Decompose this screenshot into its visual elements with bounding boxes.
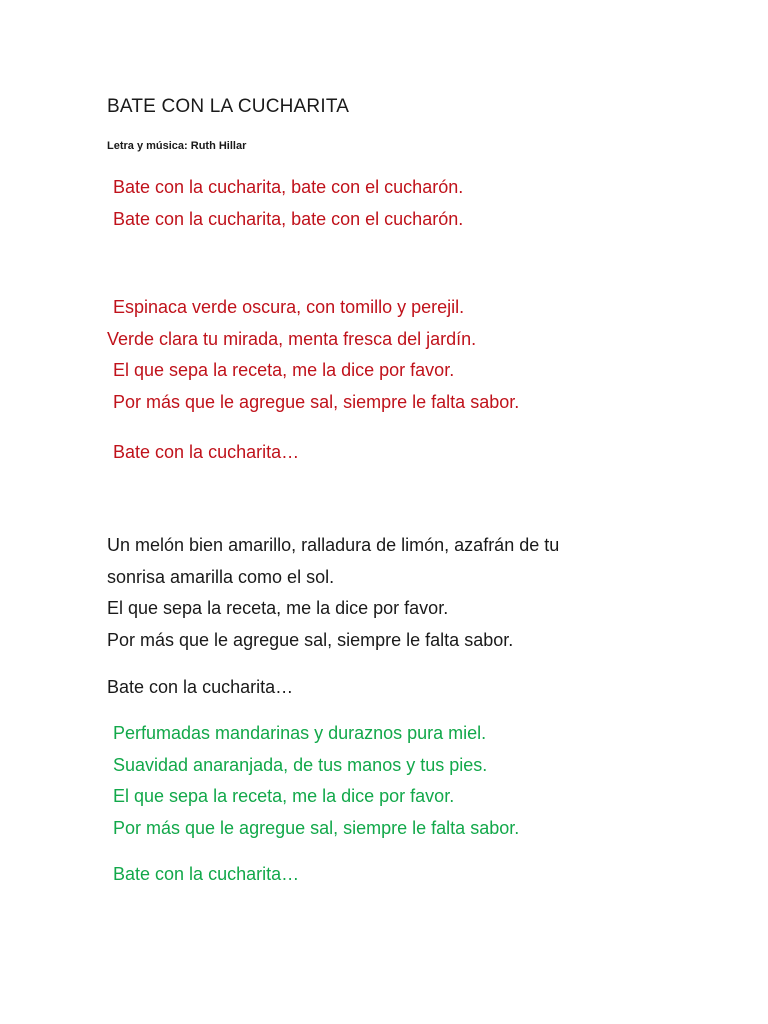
song-title: BATE CON LA CUCHARITA (107, 96, 350, 117)
verse-line: Por más que le agregue sal, siempre le falta sabor. (113, 817, 520, 838)
chorus-reference: Bate con la cucharita… (113, 442, 300, 462)
verse-3-block (113, 718, 519, 844)
verse-line: Por más que le agregue sal, siempre le falta sabor. (107, 629, 514, 650)
verse-line: sonrisa amarilla como el sol. (107, 566, 335, 587)
verse-2-block (107, 530, 559, 656)
song-credit: Letra y música: Ruth Hillar (107, 140, 247, 152)
chorus-reference: Bate con la cucharita… (107, 677, 294, 697)
verse-line: Perfumadas mandarinas y duraznos pura miel. (113, 723, 487, 743)
chorus-reference: Bate con la cucharita… (113, 864, 300, 884)
chorus-block (113, 172, 463, 235)
verse-1-block (107, 292, 520, 418)
verse-line: El que sepa la receta, me la dice por favor. (107, 598, 449, 618)
chorus-line: Bate con la cucharita, bate con el cucharón. (113, 177, 464, 197)
verse-line: Por más que le agregue sal, siempre le falta sabor. (113, 391, 520, 412)
verse-line: El que sepa la receta, me la dice por favor. (113, 360, 455, 380)
verse-line: Espinaca verde oscura, con tomillo y perejil. (113, 297, 465, 317)
verse-line: Un melón bien amarillo, ralladura de limón, azafrán de tu (107, 535, 560, 555)
verse-line: El que sepa la receta, me la dice por favor. (113, 786, 455, 806)
verse-line: Suavidad anaranjada, de tus manos y tus pies. (113, 754, 488, 775)
verse-line: Verde clara tu mirada, menta fresca del jardín. (107, 328, 477, 349)
chorus-line: Bate con la cucharita, bate con el cucharón. (113, 208, 464, 229)
